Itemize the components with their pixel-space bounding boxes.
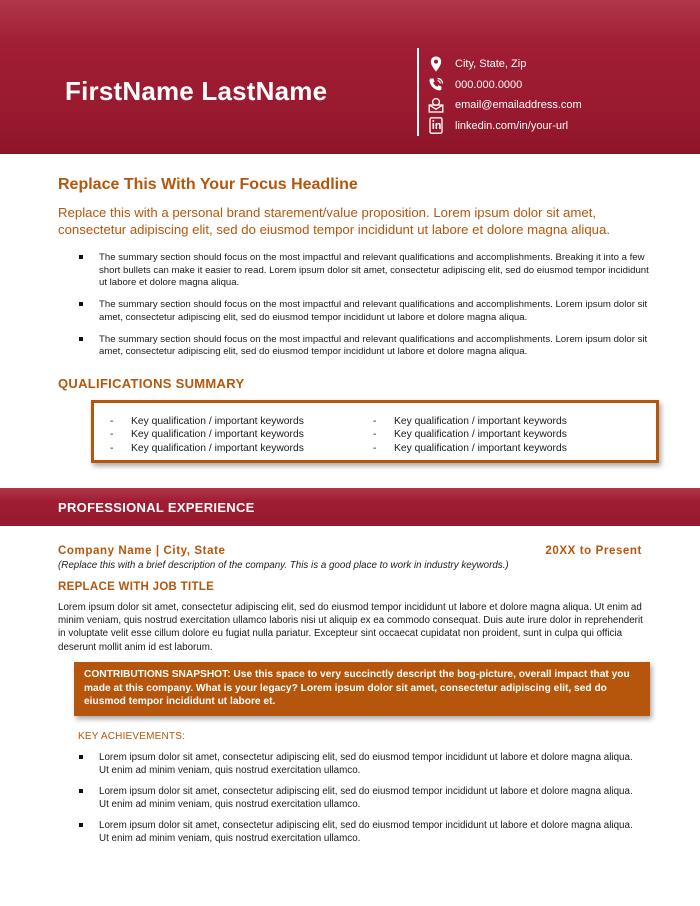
qualifications-title: QUALIFICATIONS SUMMARY bbox=[58, 376, 245, 391]
contact-location bbox=[428, 54, 582, 74]
contact-linkedin[interactable] bbox=[428, 116, 582, 136]
focus-headline: Replace This With Your Focus Headline bbox=[58, 176, 358, 193]
contact-email[interactable] bbox=[428, 95, 582, 115]
achievement-bullet: Lorem ipsum dolor sit amet, consectetur adipiscing elit, sed do eiusmod tempor incididunt ut labore et dolore magna aliqua. Ut enim ad minim veniam, quis nostrud exercitation ullamco. bbox=[78, 819, 638, 845]
qualifications-left-column bbox=[110, 415, 304, 455]
qualification-item: - Key qualification / important keywords bbox=[373, 429, 567, 441]
experience-title: PROFESSIONAL EXPERIENCE bbox=[58, 500, 255, 515]
candidate-name: FirstName LastName bbox=[65, 76, 328, 106]
contributions-snapshot: CONTRIBUTIONS SNAPSHOT: Use this space to very succinctly descript the bog-picture, overall impact that you made at this company. What is your legacy? Lorem ipsum dolor sit amet, consectetur adipiscing elit, sed do eiusmod tempor incididunt ut labore et. bbox=[74, 662, 650, 716]
email-icon bbox=[428, 96, 444, 114]
summary-list bbox=[78, 252, 653, 368]
qualifications-box bbox=[91, 400, 659, 463]
achievement-bullet: Lorem ipsum dolor sit amet, consectetur adipiscing elit, sed do eiusmod tempor incididunt ut labore et dolore magna aliqua. Ut enim ad minim veniam, quis nostrud exercitation ullamco. bbox=[78, 785, 638, 811]
achievement-bullet: Lorem ipsum dolor sit amet, consectetur adipiscing elit, sed do eiusmod tempor incididunt ut labore et dolore magna aliqua. Ut enim ad minim veniam, quis nostrud exercitation ullamco. bbox=[78, 751, 638, 777]
qualification-item: - Key qualification / important keywords bbox=[373, 442, 567, 454]
brand-statement: Replace this with a personal brand starement/value proposition. Lorem ipsum dolor sit amet, consectetur adipiscing elit, sed do eiusmod tempor incididunt ut labore et dolore magna aliqua. bbox=[58, 205, 611, 237]
qualification-item: - Key qualification / important keywords bbox=[373, 416, 567, 427]
key-achievements-title: KEY ACHIEVEMENTS: bbox=[78, 731, 186, 742]
phone-icon bbox=[428, 76, 444, 94]
contact-location-text: City, State, Zip bbox=[455, 58, 527, 70]
contact-phone bbox=[428, 75, 582, 95]
summary-bullet: The summary section should focus on the most impactful and relevant qualifications and accomplishments. Lorem ipsum dolor sit amet, consectetur adipiscing elit, sed do eiusmod tempor incididunt ut labore et dolore magna aliqua. bbox=[78, 334, 653, 359]
summary-bullet: The summary section should focus on the most impactful and relevant qualifications and accomplishments. Lorem ipsum dolor sit amet, consectetur adipiscing elit, sed do eiusmod tempor incididunt ut labore et dolore magna aliqua. bbox=[78, 299, 653, 324]
contact-phone-text: 000.000.0000 bbox=[455, 78, 523, 91]
qualification-item: - Key qualification / important keywords bbox=[110, 442, 304, 454]
header-banner bbox=[0, 0, 700, 154]
experience-banner bbox=[0, 488, 700, 526]
header-divider bbox=[417, 48, 419, 136]
qualification-item: - Key qualification / important keywords bbox=[110, 429, 304, 441]
achievements-list bbox=[78, 751, 638, 853]
company-description: (Replace this with a brief description of the company. This is a good place to work in industry keywords.) bbox=[58, 560, 509, 571]
employment-dates: 20XX to Present bbox=[545, 545, 642, 557]
job-description: Lorem ipsum dolor sit amet, consectetur adipiscing elit, sed do eiusmod tempor incididunt ut labore et dolore magna aliqua. Ut enim ad minim veniam, quis nostrud exercitation ullamco laboris nisi ut aliquip ex ea commodo consequat. Duis aute irure dolor in reprehenderit in voluptate velit esse cillum dolore eu fugiat nulla pariatur. Excepteur sint occaecat cupidatat non proident, sunt in culpa qui officia deserunt mollit anim id est laborum. bbox=[58, 602, 643, 653]
summary-bullet: The summary section should focus on the most impactful and relevant qualifications and accomplishments. Breaking it into a few short bullets can make it easier to read. Lorem ipsum dolor sit amet, consectetur adipiscing elit, sed do eiusmod tempor incididunt ut labore et dolore magna aliqua. bbox=[78, 252, 653, 290]
qualifications-right-column bbox=[373, 415, 567, 455]
location-pin-icon bbox=[428, 55, 444, 73]
contact-block bbox=[428, 54, 582, 136]
qualification-item: - Key qualification / important keywords bbox=[110, 416, 304, 427]
company-line: Company Name | City, State bbox=[58, 545, 226, 557]
contact-linkedin-text[interactable]: linkedin.com/in/your-url bbox=[455, 119, 569, 132]
job-title: REPLACE WITH JOB TITLE bbox=[58, 581, 215, 593]
contact-email-text[interactable]: email@emailaddress.com bbox=[455, 99, 582, 111]
linkedin-icon bbox=[428, 117, 444, 135]
